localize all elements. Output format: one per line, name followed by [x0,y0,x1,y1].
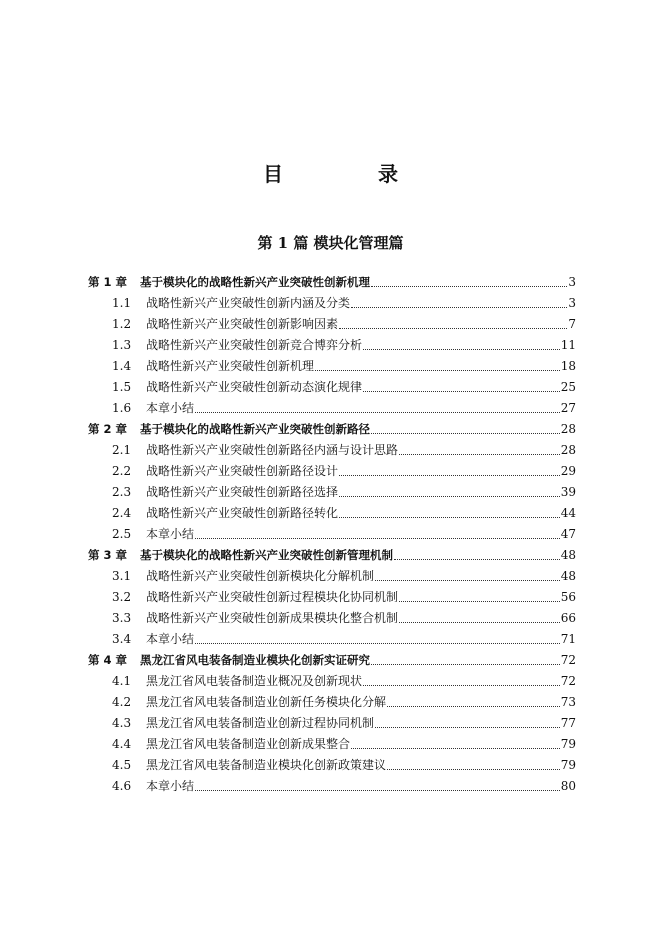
entry-number: 1.5 [112,380,132,394]
entry-number: 第 4 章 [88,653,128,667]
leader-dots [394,559,560,560]
leader-dots [375,727,560,728]
entry-number: 3.4 [112,632,132,646]
entry-page-number: 56 [560,590,576,604]
leader-dots [371,664,560,665]
entry-title: 战略性新兴产业突破性创新过程模块化协同机制 [146,590,399,604]
entry-page-number: 25 [560,380,576,394]
entry-page-number: 79 [560,758,576,772]
entry-page-number: 73 [560,695,576,709]
entry-title: 黑龙江省风电装备制造业概况及创新现状 [146,674,363,688]
entry-title: 黑龙江省风电装备制造业创新成果整合 [146,737,351,751]
entry-number: 2.2 [112,464,132,478]
toc-section-entry[interactable] [88,776,576,797]
entry-title: 本章小结 [146,401,195,415]
entry-title: 战略性新兴产业突破性创新路径设计 [146,464,339,478]
entry-number: 1.3 [112,338,132,352]
entry-title: 基于模块化的战略性新兴产业突破性创新管理机制 [140,548,393,562]
leader-dots [371,433,560,434]
leader-dots [387,769,560,770]
toc-chapter-entry[interactable] [88,545,576,566]
entry-page-number: 11 [560,338,576,352]
toc-chapter-entry[interactable] [88,650,576,671]
toc-section-entry[interactable] [88,461,576,482]
toc-section-entry[interactable] [88,314,576,335]
entry-title: 本章小结 [146,632,195,646]
entry-title: 黑龙江省风电装备制造业模块化创新政策建议 [146,758,387,772]
leader-dots [339,328,567,329]
toc-section-entry[interactable] [88,335,576,356]
toc-section-entry[interactable] [88,566,576,587]
entry-page-number: 44 [560,506,576,520]
entry-title: 本章小结 [146,527,195,541]
toc-section-entry[interactable] [88,671,576,692]
entry-page-number: 72 [560,674,576,688]
entry-number: 4.1 [112,674,132,688]
entry-page-number: 28 [560,422,576,436]
entry-number: 1.6 [112,401,132,415]
entry-number: 3.3 [112,611,132,625]
leader-dots [339,496,560,497]
entry-title: 战略性新兴产业突破性创新影响因素 [146,317,339,331]
entry-title: 基于模块化的战略性新兴产业突破性创新路径 [140,422,370,436]
entry-title: 黑龙江省风电装备制造业模块化创新实证研究 [140,653,370,667]
entry-number: 2.4 [112,506,132,520]
entry-number: 4.2 [112,695,132,709]
entry-number: 3.1 [112,569,132,583]
toc-section-entry[interactable] [88,608,576,629]
leader-dots [351,307,567,308]
entry-page-number: 80 [560,779,576,793]
leader-dots [363,391,560,392]
entry-number: 1.1 [112,296,132,310]
entry-page-number: 48 [560,548,576,562]
entry-page-number: 3 [568,296,576,310]
toc-section-entry[interactable] [88,629,576,650]
entry-page-number: 79 [560,737,576,751]
table-of-contents [88,272,576,797]
toc-section-entry[interactable] [88,524,576,545]
entry-title: 本章小结 [146,779,195,793]
entry-title: 战略性新兴产业突破性创新路径内涵与设计思路 [146,443,399,457]
toc-section-entry[interactable] [88,734,576,755]
entry-title: 黑龙江省风电装备制造业创新任务模块化分解 [146,695,387,709]
entry-page-number: 66 [560,611,576,625]
leader-dots [375,580,560,581]
leader-dots [195,790,560,791]
leader-dots [339,517,560,518]
entry-number: 4.3 [112,716,132,730]
toc-section-entry[interactable] [88,587,576,608]
leader-dots [315,370,560,371]
toc-section-entry[interactable] [88,377,576,398]
part-title: 第 1 篇 模块化管理篇 [257,234,404,252]
toc-section-entry[interactable] [88,713,576,734]
entry-page-number: 28 [560,443,576,457]
leader-dots [363,349,560,350]
toc-section-entry[interactable] [88,356,576,377]
entry-page-number: 7 [568,317,576,331]
page-title: 目 录 [263,162,442,186]
entry-number: 4.5 [112,758,132,772]
toc-chapter-entry[interactable] [88,419,576,440]
entry-page-number: 71 [560,632,576,646]
entry-page-number: 39 [560,485,576,499]
entry-title: 战略性新兴产业突破性创新机理 [146,359,315,373]
entry-title: 黑龙江省风电装备制造业创新过程协同机制 [146,716,375,730]
entry-number: 2.1 [112,443,132,457]
entry-number: 第 3 章 [88,548,128,562]
entry-page-number: 77 [560,716,576,730]
leader-dots [399,601,560,602]
entry-number: 第 1 章 [88,275,128,289]
entry-number: 4.6 [112,779,132,793]
entry-title: 战略性新兴产业突破性创新动态演化规律 [146,380,363,394]
entry-title: 基于模块化的战略性新兴产业突破性创新机理 [140,275,370,289]
entry-number: 3.2 [112,590,132,604]
entry-title: 战略性新兴产业突破性创新模块化分解机制 [146,569,375,583]
entry-page-number: 72 [560,653,576,667]
toc-section-entry[interactable] [88,293,576,314]
leader-dots [339,475,560,476]
toc-chapter-entry[interactable] [88,272,576,293]
entry-title: 战略性新兴产业突破性创新路径转化 [146,506,339,520]
entry-page-number: 18 [560,359,576,373]
entry-page-number: 3 [568,275,576,289]
leader-dots [195,643,560,644]
entry-title: 战略性新兴产业突破性创新路径选择 [146,485,339,499]
entry-number: 4.4 [112,737,132,751]
toc-section-entry[interactable] [88,692,576,713]
entry-page-number: 27 [560,401,576,415]
entry-number: 第 2 章 [88,422,128,436]
entry-page-number: 48 [560,569,576,583]
toc-section-entry[interactable] [88,398,576,419]
entry-number: 1.2 [112,317,132,331]
leader-dots [399,622,560,623]
entry-title: 战略性新兴产业突破性创新成果模块化整合机制 [146,611,399,625]
entry-page-number: 29 [560,464,576,478]
leader-dots [195,538,560,539]
toc-section-entry[interactable] [88,440,576,461]
entry-number: 2.5 [112,527,132,541]
leader-dots [387,706,560,707]
entry-number: 1.4 [112,359,132,373]
toc-section-entry[interactable] [88,503,576,524]
toc-section-entry[interactable] [88,482,576,503]
entry-title: 战略性新兴产业突破性创新竞合博弈分析 [146,338,363,352]
entry-page-number: 47 [560,527,576,541]
leader-dots [351,748,560,749]
leader-dots [371,286,567,287]
leader-dots [399,454,560,455]
entry-title: 战略性新兴产业突破性创新内涵及分类 [146,296,351,310]
toc-section-entry[interactable] [88,755,576,776]
entry-number: 2.3 [112,485,132,499]
leader-dots [363,685,560,686]
leader-dots [195,412,560,413]
